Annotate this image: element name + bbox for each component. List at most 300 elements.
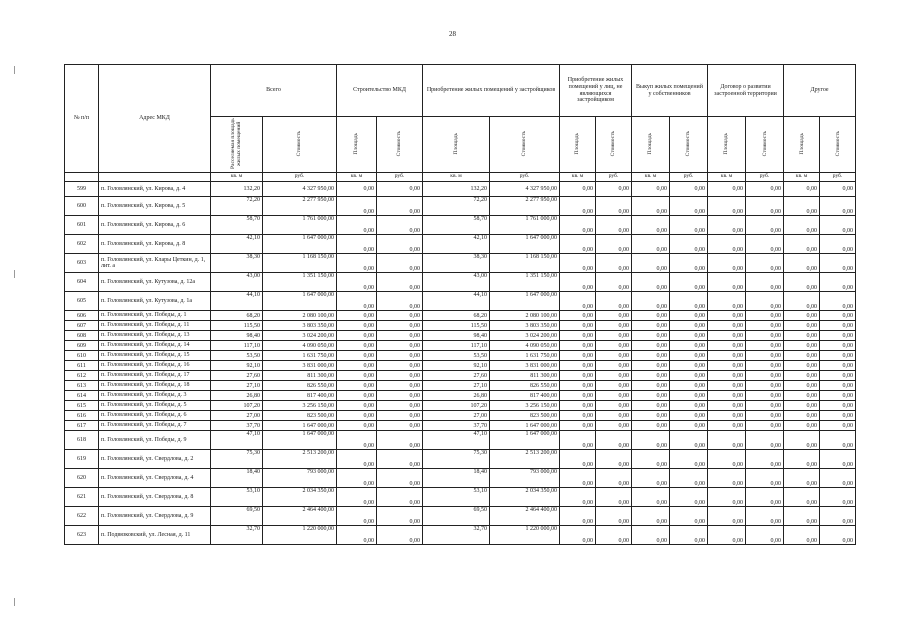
table-row: [65, 411, 856, 421]
row-other-area: 0,00: [784, 381, 820, 391]
row-address: п. Головлянский, ул. Победы, д. 17: [99, 371, 211, 381]
row-developer-area: 69,50: [423, 507, 490, 526]
table-row: [65, 381, 856, 391]
row-address: п. Подвязковский, ул. Лесная, д. 11: [99, 526, 211, 545]
row-total-cost: 2 277 950,00: [263, 197, 337, 216]
group-header-buyout: Выкуп жилых помещений у собственников: [632, 65, 708, 117]
row-total-area: 26,80: [211, 391, 263, 401]
row-nondev-cost: 0,00: [596, 273, 632, 292]
row-total-cost: 3 256 150,00: [263, 401, 337, 411]
row-other-area: 0,00: [784, 321, 820, 331]
row-total-cost: 817 400,00: [263, 391, 337, 401]
row-territory-cost: 0,00: [746, 391, 784, 401]
unit-rub: руб.: [746, 173, 784, 182]
row-other-area: 0,00: [784, 197, 820, 216]
row-number: 620: [65, 469, 99, 488]
table-row: [65, 421, 856, 431]
row-address: п. Головлянский, ул. Кирова, д. 8: [99, 235, 211, 254]
row-number: 612: [65, 371, 99, 381]
row-buyout-cost: 0,00: [670, 421, 708, 431]
row-nondev-cost: 0,00: [596, 411, 632, 421]
row-other-cost: 0,00: [820, 526, 856, 545]
row-construction-cost: 0,00: [377, 311, 423, 321]
row-other-cost: 0,00: [820, 411, 856, 421]
row-territory-area: 0,00: [708, 311, 746, 321]
row-construction-cost: 0,00: [377, 431, 423, 450]
row-total-area: 43,00: [211, 273, 263, 292]
row-territory-cost: 0,00: [746, 421, 784, 431]
row-other-cost: 0,00: [820, 351, 856, 361]
row-number: 619: [65, 450, 99, 469]
subheader-area: Площадь: [560, 117, 596, 173]
row-buyout-cost: 0,00: [670, 311, 708, 321]
row-buyout-cost: 0,00: [670, 254, 708, 273]
row-construction-area: 0,00: [337, 341, 377, 351]
row-address: п. Головлянский, ул. Победы, д. 13: [99, 331, 211, 341]
row-nondev-area: 0,00: [560, 361, 596, 371]
row-territory-area: 0,00: [708, 371, 746, 381]
row-other-cost: 0,00: [820, 292, 856, 311]
resettlement-table: [64, 64, 856, 545]
row-territory-cost: 0,00: [746, 273, 784, 292]
row-buyout-area: 0,00: [632, 216, 670, 235]
row-construction-area: 0,00: [337, 391, 377, 401]
row-territory-cost: 0,00: [746, 361, 784, 371]
row-total-area: 75,30: [211, 450, 263, 469]
row-other-cost: 0,00: [820, 197, 856, 216]
row-other-area: 0,00: [784, 526, 820, 545]
row-buyout-cost: 0,00: [670, 450, 708, 469]
unit-rub: руб.: [820, 173, 856, 182]
row-other-cost: 0,00: [820, 381, 856, 391]
row-territory-cost: 0,00: [746, 216, 784, 235]
row-nondev-cost: 0,00: [596, 526, 632, 545]
row-nondev-cost: 0,00: [596, 488, 632, 507]
row-construction-area: 0,00: [337, 331, 377, 341]
table-row: [65, 469, 856, 488]
row-number: 601: [65, 216, 99, 235]
row-construction-cost: 0,00: [377, 341, 423, 351]
subheader-cost: Стоимость: [820, 117, 856, 173]
row-total-area: 37,70: [211, 421, 263, 431]
row-nondev-cost: 0,00: [596, 450, 632, 469]
subheader-area: Площадь: [337, 117, 377, 173]
row-address: п. Головлянский, ул. Победы, д. 3: [99, 391, 211, 401]
subheader-cost: Стоимость: [263, 117, 337, 173]
row-construction-area: 0,00: [337, 488, 377, 507]
row-developer-cost: 3 831 000,00: [490, 361, 560, 371]
row-developer-area: 42,10: [423, 235, 490, 254]
row-buyout-cost: 0,00: [670, 197, 708, 216]
row-address: п. Головлянский, ул. Свердлова, д. 2: [99, 450, 211, 469]
row-nondev-area: 0,00: [560, 292, 596, 311]
row-number: 611: [65, 361, 99, 371]
row-other-cost: 0,00: [820, 331, 856, 341]
row-nondev-area: 0,00: [560, 321, 596, 331]
row-developer-area: 53,50: [423, 351, 490, 361]
row-address: п. Головлянский, ул. Победы, д. 16: [99, 361, 211, 371]
subheader-cost: Стоимость: [670, 117, 708, 173]
row-territory-area: 0,00: [708, 351, 746, 361]
row-total-cost: 1 647 000,00: [263, 431, 337, 450]
row-buyout-area: 0,00: [632, 507, 670, 526]
row-nondev-cost: 0,00: [596, 292, 632, 311]
row-territory-area: 0,00: [708, 381, 746, 391]
row-total-area: 27,00: [211, 411, 263, 421]
table-row: [65, 401, 856, 411]
row-nondev-area: 0,00: [560, 273, 596, 292]
row-other-cost: 0,00: [820, 273, 856, 292]
row-address: п. Головлянский, ул. Клары Цеткин, д. 1, лит. а: [99, 254, 211, 273]
row-territory-area: 0,00: [708, 488, 746, 507]
row-developer-cost: 2 080 100,00: [490, 311, 560, 321]
row-other-area: 0,00: [784, 331, 820, 341]
row-territory-area: 0,00: [708, 421, 746, 431]
row-territory-cost: 0,00: [746, 371, 784, 381]
row-construction-area: 0,00: [337, 216, 377, 235]
row-construction-area: 0,00: [337, 351, 377, 361]
unit-m2: кв. м: [560, 173, 596, 182]
row-territory-area: 0,00: [708, 273, 746, 292]
table-row: [65, 331, 856, 341]
row-territory-cost: 0,00: [746, 488, 784, 507]
row-developer-area: 132,20: [423, 182, 490, 197]
row-buyout-area: 0,00: [632, 411, 670, 421]
row-other-area: 0,00: [784, 254, 820, 273]
table-row: [65, 235, 856, 254]
subheader-area: Площадь: [423, 117, 490, 173]
table-row: [65, 507, 856, 526]
row-territory-area: 0,00: [708, 450, 746, 469]
group-header-developer-purchase: Приобретение жилых помещений у застройщиков: [423, 65, 560, 117]
row-buyout-area: 0,00: [632, 292, 670, 311]
row-total-area: 98,40: [211, 331, 263, 341]
row-total-cost: 3 831 000,00: [263, 361, 337, 371]
row-developer-cost: 817 400,00: [490, 391, 560, 401]
row-nondev-cost: 0,00: [596, 421, 632, 431]
row-address: п. Головлянский, ул. Кирова, д. 5: [99, 197, 211, 216]
table-row: [65, 341, 856, 351]
row-total-area: 68,20: [211, 311, 263, 321]
row-construction-cost: 0,00: [377, 401, 423, 411]
row-territory-area: 0,00: [708, 391, 746, 401]
unit-m2: кв. м: [337, 173, 377, 182]
subheader-area-total: Расселяемая площадь жилых помещений: [211, 117, 263, 173]
row-developer-area: 58,70: [423, 216, 490, 235]
row-buyout-area: 0,00: [632, 254, 670, 273]
row-buyout-cost: 0,00: [670, 401, 708, 411]
row-address: п. Головлянский, ул. Победы, д. 1: [99, 311, 211, 321]
row-construction-area: 0,00: [337, 311, 377, 321]
table-row: [65, 311, 856, 321]
row-construction-area: 0,00: [337, 411, 377, 421]
row-nondev-area: 0,00: [560, 235, 596, 254]
row-other-area: 0,00: [784, 361, 820, 371]
row-developer-cost: 2 034 350,00: [490, 488, 560, 507]
row-number: 617: [65, 421, 99, 431]
row-territory-area: 0,00: [708, 331, 746, 341]
subheader-cost: Стоимость: [596, 117, 632, 173]
row-buyout-cost: 0,00: [670, 321, 708, 331]
row-total-cost: 811 300,00: [263, 371, 337, 381]
row-buyout-cost: 0,00: [670, 331, 708, 341]
row-buyout-area: 0,00: [632, 421, 670, 431]
row-territory-area: 0,00: [708, 526, 746, 545]
table-row: [65, 371, 856, 381]
unit-m2: кв. м: [784, 173, 820, 182]
row-nondev-cost: 0,00: [596, 331, 632, 341]
row-other-area: 0,00: [784, 488, 820, 507]
row-construction-area: 0,00: [337, 235, 377, 254]
row-construction-area: 0,00: [337, 273, 377, 292]
row-buyout-cost: 0,00: [670, 391, 708, 401]
row-total-cost: 2 034 350,00: [263, 488, 337, 507]
row-number: 604: [65, 273, 99, 292]
row-developer-cost: 1 647 000,00: [490, 235, 560, 254]
row-buyout-area: 0,00: [632, 197, 670, 216]
row-number: 610: [65, 351, 99, 361]
row-construction-area: 0,00: [337, 182, 377, 197]
row-number: 607: [65, 321, 99, 331]
row-buyout-area: 0,00: [632, 469, 670, 488]
row-buyout-cost: 0,00: [670, 371, 708, 381]
row-other-cost: 0,00: [820, 321, 856, 331]
row-other-area: 0,00: [784, 273, 820, 292]
row-other-cost: 0,00: [820, 391, 856, 401]
row-total-cost: 1 351 150,00: [263, 273, 337, 292]
row-nondev-area: 0,00: [560, 182, 596, 197]
row-nondev-area: 0,00: [560, 411, 596, 421]
unit-m2: кв. м: [708, 173, 746, 182]
unit-m2: кв. м: [632, 173, 670, 182]
row-number: 615: [65, 401, 99, 411]
row-total-cost: 4 327 950,00: [263, 182, 337, 197]
row-buyout-area: 0,00: [632, 331, 670, 341]
header-row-groups: [65, 65, 856, 117]
row-other-area: 0,00: [784, 421, 820, 431]
row-buyout-cost: 0,00: [670, 273, 708, 292]
row-other-area: 0,00: [784, 311, 820, 321]
row-construction-area: 0,00: [337, 381, 377, 391]
row-construction-cost: 0,00: [377, 331, 423, 341]
row-other-cost: 0,00: [820, 507, 856, 526]
row-construction-area: 0,00: [337, 292, 377, 311]
row-developer-area: 75,30: [423, 450, 490, 469]
row-other-area: 0,00: [784, 401, 820, 411]
row-buyout-cost: 0,00: [670, 507, 708, 526]
row-total-cost: 826 550,00: [263, 381, 337, 391]
row-total-cost: 1 761 000,00: [263, 216, 337, 235]
row-buyout-area: 0,00: [632, 381, 670, 391]
row-developer-cost: 826 550,00: [490, 381, 560, 391]
row-address: п. Головлянский, ул. Свердлова, д. 9: [99, 507, 211, 526]
row-buyout-cost: 0,00: [670, 292, 708, 311]
row-other-cost: 0,00: [820, 235, 856, 254]
row-territory-cost: 0,00: [746, 341, 784, 351]
row-other-cost: 0,00: [820, 341, 856, 351]
row-address: п. Головлянский, ул. Победы, д. 11: [99, 321, 211, 331]
row-number: 616: [65, 411, 99, 421]
subheader-area: Площадь: [708, 117, 746, 173]
row-address: п. Головлянский, ул. Победы, д. 5: [99, 401, 211, 411]
row-buyout-area: 0,00: [632, 235, 670, 254]
row-nondev-area: 0,00: [560, 488, 596, 507]
row-total-cost: 1 168 150,00: [263, 254, 337, 273]
row-total-area: 38,30: [211, 254, 263, 273]
row-developer-area: 68,20: [423, 311, 490, 321]
row-nondev-area: 0,00: [560, 216, 596, 235]
row-construction-cost: 0,00: [377, 507, 423, 526]
row-nondev-cost: 0,00: [596, 341, 632, 351]
row-construction-cost: 0,00: [377, 371, 423, 381]
row-other-cost: 0,00: [820, 421, 856, 431]
row-other-cost: 0,00: [820, 216, 856, 235]
row-nondev-area: 0,00: [560, 197, 596, 216]
row-other-cost: 0,00: [820, 431, 856, 450]
row-developer-area: 43,00: [423, 273, 490, 292]
row-address: п. Головлянский, ул. Победы, д. 6: [99, 411, 211, 421]
group-header-construction: Строительство МКД: [337, 65, 423, 117]
row-other-area: 0,00: [784, 450, 820, 469]
row-nondev-cost: 0,00: [596, 507, 632, 526]
row-total-area: 27,60: [211, 371, 263, 381]
row-total-cost: 1 647 000,00: [263, 421, 337, 431]
units-cell-empty: [99, 173, 211, 182]
row-nondev-area: 0,00: [560, 421, 596, 431]
row-construction-cost: 0,00: [377, 488, 423, 507]
row-total-area: 42,10: [211, 235, 263, 254]
row-developer-cost: 2 277 950,00: [490, 197, 560, 216]
row-other-cost: 0,00: [820, 311, 856, 321]
table-row: [65, 321, 856, 331]
row-nondev-area: 0,00: [560, 450, 596, 469]
row-number: 614: [65, 391, 99, 401]
row-nondev-area: 0,00: [560, 254, 596, 273]
row-territory-cost: 0,00: [746, 507, 784, 526]
group-header-nondeveloper-purchase: Приобретение жилых помещений у лиц, не являющихся застройщиком: [560, 65, 632, 117]
table-row: [65, 351, 856, 361]
row-other-area: 0,00: [784, 216, 820, 235]
table-row: [65, 216, 856, 235]
row-construction-cost: 0,00: [377, 469, 423, 488]
scan-edge-mark: [14, 66, 15, 74]
subheader-area: Площадь: [632, 117, 670, 173]
row-construction-cost: 0,00: [377, 321, 423, 331]
row-construction-area: 0,00: [337, 401, 377, 411]
group-header-other: Другое: [784, 65, 856, 117]
row-construction-cost: 0,00: [377, 351, 423, 361]
row-buyout-cost: 0,00: [670, 488, 708, 507]
scan-edge-mark: [14, 270, 15, 278]
row-other-cost: 0,00: [820, 401, 856, 411]
row-developer-cost: 1 220 000,00: [490, 526, 560, 545]
row-developer-cost: 1 631 750,00: [490, 351, 560, 361]
row-territory-cost: 0,00: [746, 381, 784, 391]
row-buyout-cost: 0,00: [670, 469, 708, 488]
row-construction-cost: 0,00: [377, 526, 423, 545]
row-nondev-cost: 0,00: [596, 371, 632, 381]
row-buyout-area: 0,00: [632, 450, 670, 469]
row-developer-area: 38,30: [423, 254, 490, 273]
row-construction-cost: 0,00: [377, 182, 423, 197]
row-developer-cost: 1 761 000,00: [490, 216, 560, 235]
row-nondev-area: 0,00: [560, 401, 596, 411]
subheader-cost: Стоимость: [490, 117, 560, 173]
table-row: [65, 488, 856, 507]
row-number: 613: [65, 381, 99, 391]
row-nondev-area: 0,00: [560, 341, 596, 351]
row-construction-cost: 0,00: [377, 273, 423, 292]
row-nondev-area: 0,00: [560, 469, 596, 488]
row-nondev-area: 0,00: [560, 331, 596, 341]
row-construction-cost: 0,00: [377, 450, 423, 469]
row-buyout-area: 0,00: [632, 321, 670, 331]
row-number: 606: [65, 311, 99, 321]
row-total-area: 132,20: [211, 182, 263, 197]
table-row: [65, 391, 856, 401]
row-other-area: 0,00: [784, 507, 820, 526]
row-territory-area: 0,00: [708, 341, 746, 351]
row-construction-cost: 0,00: [377, 235, 423, 254]
row-address: п. Головлянский, ул. Победы, д. 7: [99, 421, 211, 431]
row-construction-cost: 0,00: [377, 421, 423, 431]
row-nondev-cost: 0,00: [596, 235, 632, 254]
subheader-cost: Стоимость: [377, 117, 423, 173]
row-nondev-area: 0,00: [560, 371, 596, 381]
row-developer-cost: 1 647 000,00: [490, 421, 560, 431]
row-construction-area: 0,00: [337, 469, 377, 488]
row-total-area: 53,10: [211, 488, 263, 507]
row-developer-cost: 2 513 200,00: [490, 450, 560, 469]
table-row: [65, 526, 856, 545]
header-row-units: [65, 173, 856, 182]
row-developer-area: 32,70: [423, 526, 490, 545]
row-developer-cost: 811 300,00: [490, 371, 560, 381]
row-buyout-cost: 0,00: [670, 216, 708, 235]
table-row: [65, 254, 856, 273]
row-territory-area: 0,00: [708, 469, 746, 488]
row-developer-cost: 3 024 200,00: [490, 331, 560, 341]
row-buyout-cost: 0,00: [670, 361, 708, 371]
row-address: п. Головлянский, ул. Победы, д. 14: [99, 341, 211, 351]
row-construction-cost: 0,00: [377, 361, 423, 371]
row-nondev-cost: 0,00: [596, 381, 632, 391]
row-developer-area: 27,60: [423, 371, 490, 381]
table-row: [65, 292, 856, 311]
row-construction-area: 0,00: [337, 431, 377, 450]
unit-m2: кв. м: [211, 173, 263, 182]
row-territory-area: 0,00: [708, 235, 746, 254]
row-total-area: 18,40: [211, 469, 263, 488]
row-other-cost: 0,00: [820, 182, 856, 197]
row-nondev-area: 0,00: [560, 391, 596, 401]
row-other-cost: 0,00: [820, 361, 856, 371]
group-header-territory-contract: Договор о развитии застроенной территории: [708, 65, 784, 117]
row-address: п. Головлянский, ул. Кирова, д. 6: [99, 216, 211, 235]
row-number: 623: [65, 526, 99, 545]
row-address: п. Головлянский, ул. Свердлова, д. 8: [99, 488, 211, 507]
row-developer-area: 27,00: [423, 411, 490, 421]
row-territory-area: 0,00: [708, 216, 746, 235]
row-total-cost: 1 220 000,00: [263, 526, 337, 545]
row-territory-area: 0,00: [708, 321, 746, 331]
row-nondev-area: 0,00: [560, 311, 596, 321]
row-total-area: 69,50: [211, 507, 263, 526]
row-nondev-cost: 0,00: [596, 197, 632, 216]
row-territory-area: 0,00: [708, 182, 746, 197]
row-construction-area: 0,00: [337, 254, 377, 273]
row-other-cost: 0,00: [820, 371, 856, 381]
